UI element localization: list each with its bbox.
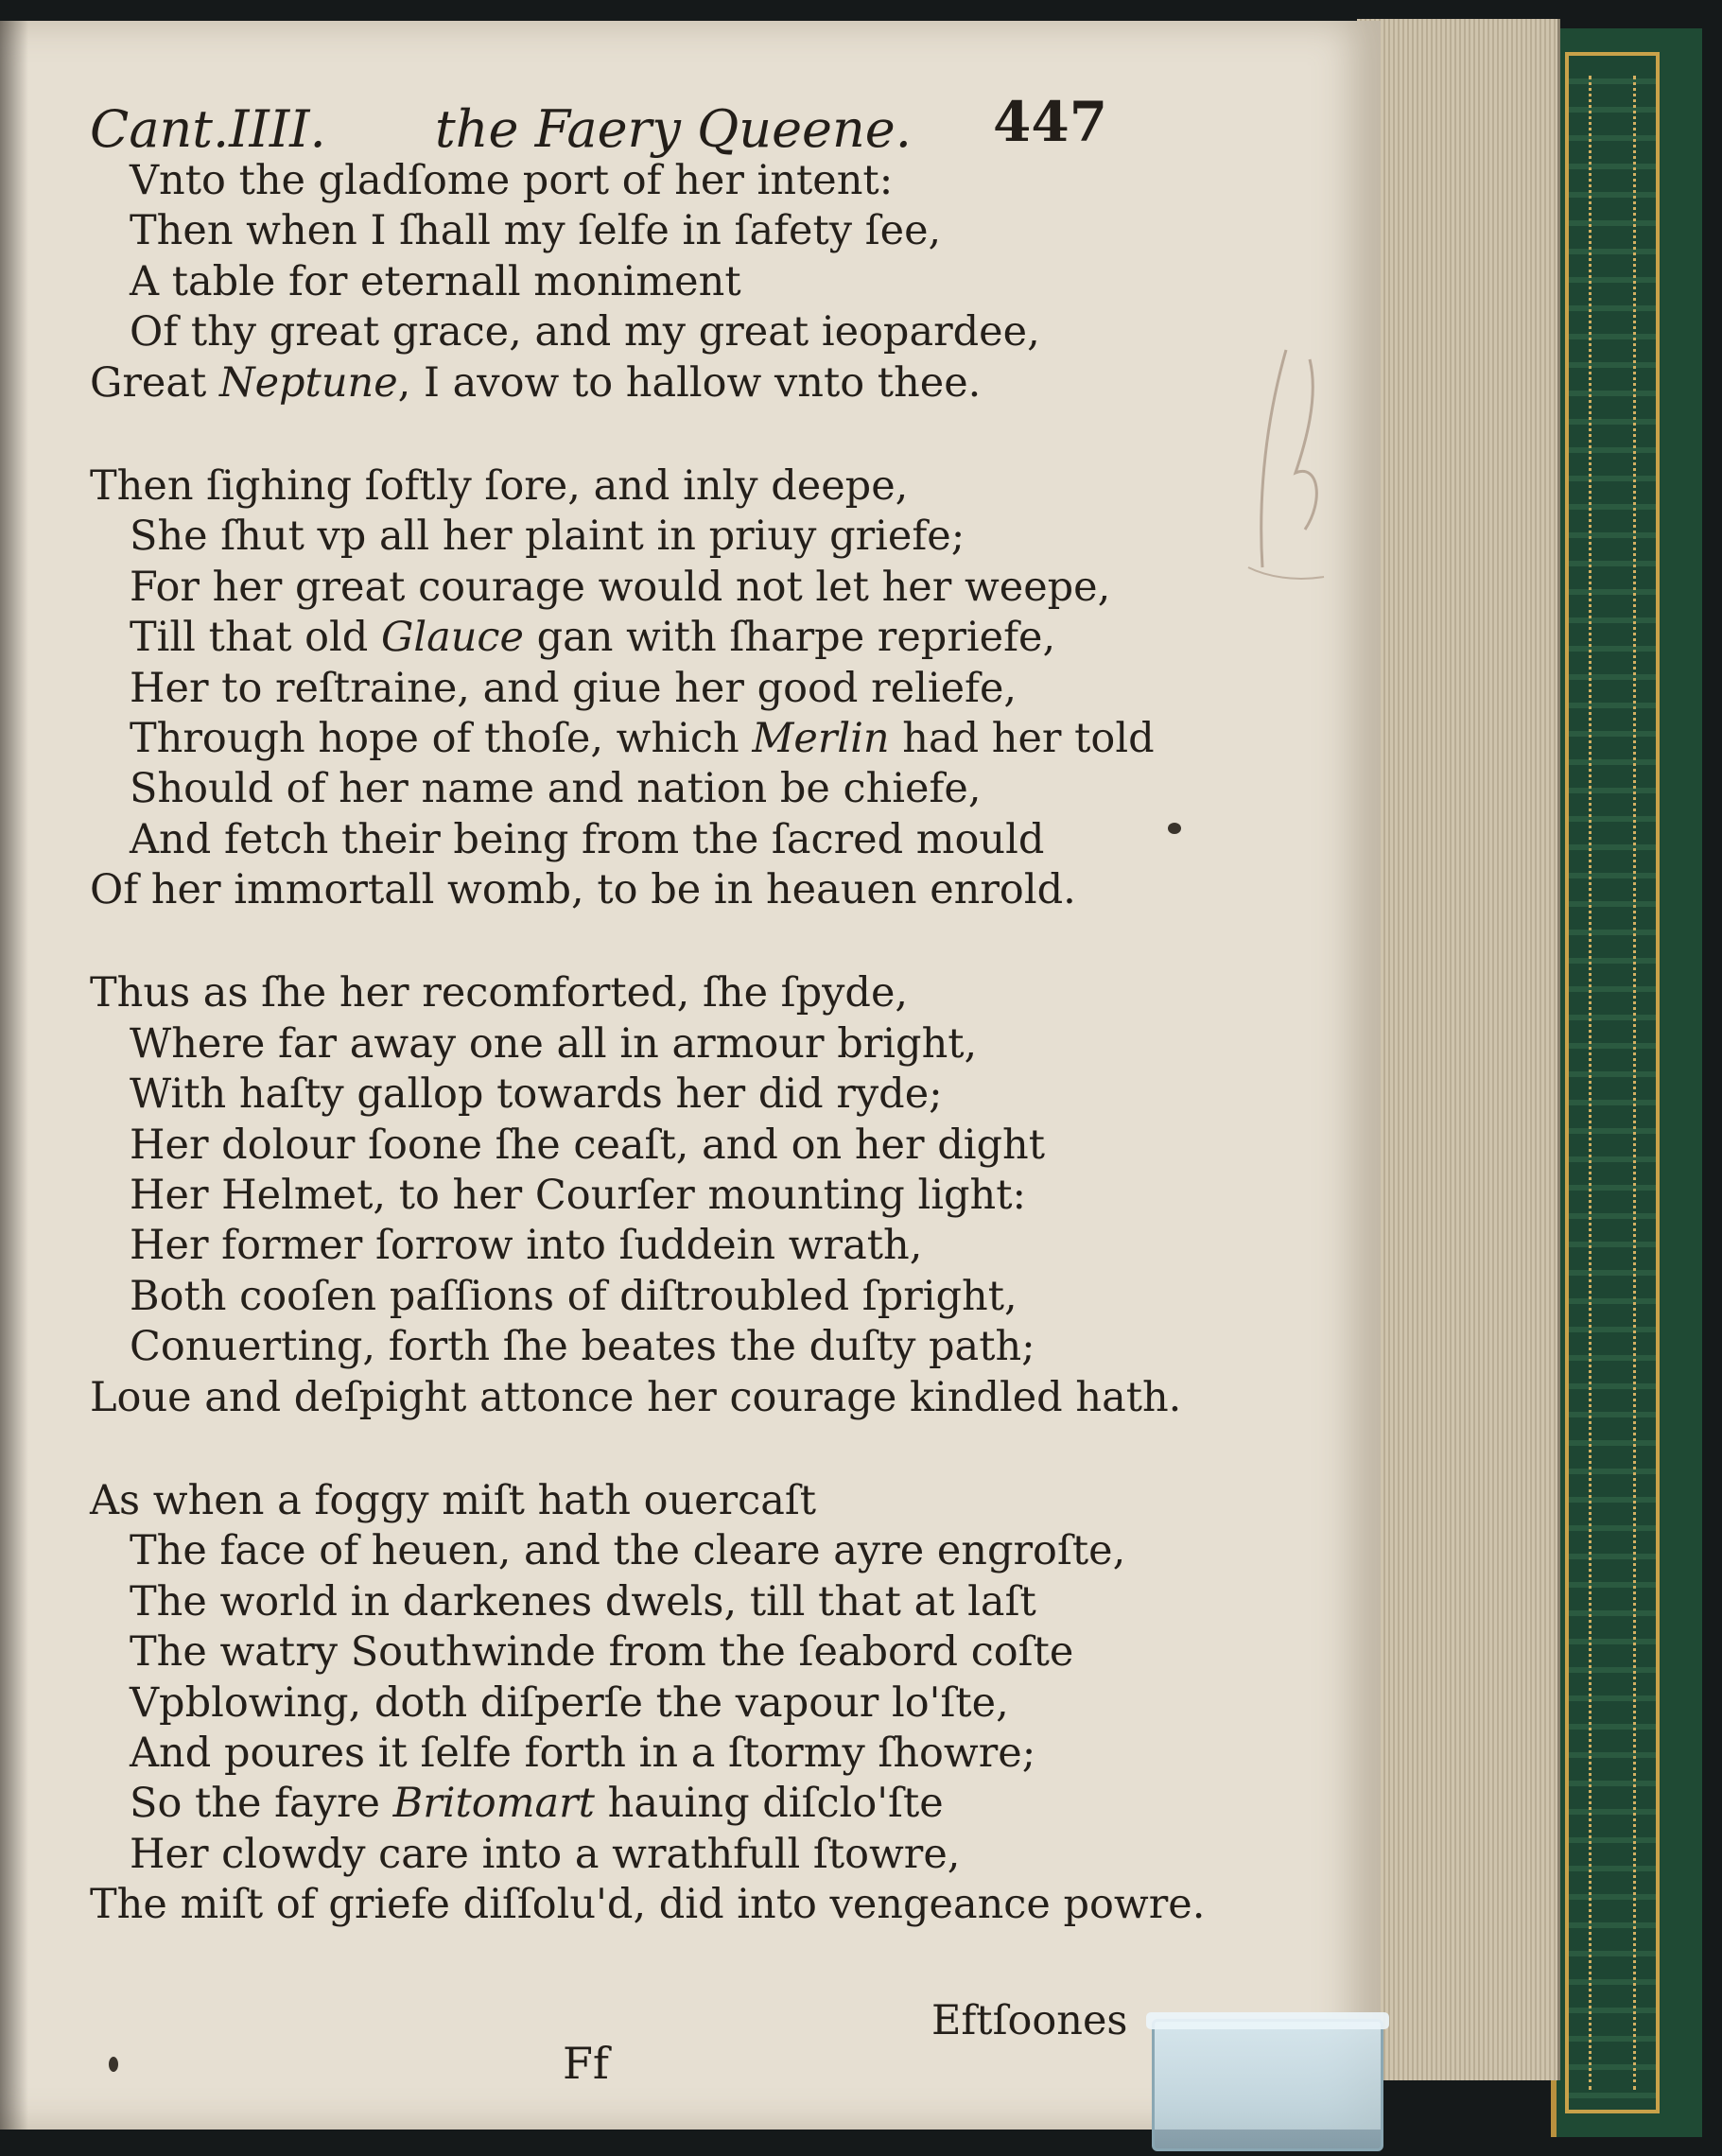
running-title: the Faery Queene. — [435, 99, 912, 159]
verse-line: The world in darkenes dwels, till that at laſt — [130, 1577, 1036, 1626]
verse-line: Her dolour ſoone ſhe ceaſt, and on her dight — [130, 1121, 1045, 1169]
stanza-2 — [90, 461, 1177, 916]
verse-line: Where far away one all in armour bright, — [130, 1019, 978, 1068]
verse-fragment: hauing diſclo'ſte — [594, 1780, 944, 1828]
verse-text — [90, 156, 1206, 1984]
catchword: Eftſoones — [931, 1997, 1128, 2044]
ink-speck — [109, 2057, 118, 2072]
verse-line: Her to reſtraine, and giue her good reliefe, — [130, 664, 1018, 712]
running-head — [90, 90, 1111, 165]
verse-proper-name: Britomart — [392, 1780, 595, 1828]
verse-fragment: Great — [90, 358, 219, 407]
verse-line — [90, 1779, 1177, 1829]
page-number: 447 — [993, 90, 1108, 154]
verse-line: A table for eternall moniment — [130, 257, 741, 305]
verse-line — [90, 714, 1177, 764]
page-holder-clip[interactable] — [1152, 2019, 1383, 2151]
canto-label: Cant.IIII. — [90, 99, 326, 159]
verse-line: And poures it ſelfe forth in a ſtormy ſhowre; — [130, 1729, 1036, 1777]
verse-line: She ſhut vp all her plaint in priuy griefe; — [130, 513, 965, 561]
stanza-1 — [90, 156, 1177, 409]
verse-line: Vpblowing, doth diſperſe the vapour lo'ſte, — [130, 1678, 1009, 1727]
verse-line: Her clowdy care into a wrathfull ſtowre, — [130, 1830, 961, 1878]
gilt-tooling-ornament — [1589, 76, 1636, 2090]
verse-line: Loue and deſpight attonce her courage kindled hath. — [90, 1373, 1182, 1421]
verse-line: The watry Southwinde from the ſeabord coſte — [130, 1628, 1074, 1677]
verse-line: Vnto the gladſome port of her intent: — [130, 157, 894, 204]
page-holder-clip-top — [1146, 2012, 1389, 2029]
verse-line: With haſty gallop towards her did ryde; — [130, 1070, 943, 1119]
verse-fragment: , I avow to hallow vnto thee. — [397, 358, 982, 407]
verse-proper-name: Glauce — [381, 614, 524, 662]
binding-shadow — [0, 21, 28, 2130]
verse-fragment: gan with ſharpe repriefe, — [523, 614, 1056, 662]
page-edges — [1357, 19, 1560, 2080]
verse-fragment: So the fayre — [130, 1780, 393, 1828]
stanza-3 — [90, 968, 1182, 1423]
verse-line: Conuerting, forth ſhe beates the duſty path; — [130, 1323, 1035, 1371]
verse-line: Should of her name and nation be chiefe, — [130, 765, 982, 813]
verse-line: The face of heuen, and the cleare ayre engroſte, — [130, 1527, 1126, 1575]
verse-fragment: Till that old — [130, 614, 381, 662]
stanza-4 — [90, 1476, 1206, 1931]
verse-line: Of thy great grace, and my great ieopardee, — [130, 308, 1040, 356]
signature-mark: Ff — [563, 2038, 609, 2089]
verse-line — [90, 358, 1177, 409]
verse-line: Then when I ſhall my ſelfe in ſafety ſee, — [130, 207, 942, 255]
verse-line: Both cooſen paſſions of diſtroubled ſpright, — [130, 1272, 1018, 1320]
verse-line — [90, 613, 1177, 663]
verse-line: For her great courage would not let her weepe, — [130, 563, 1111, 611]
verse-proper-name: Neptune — [218, 358, 398, 407]
verse-fragment: had her told — [889, 714, 1155, 762]
verse-line: Her Helmet, to her Courſer mounting light: — [130, 1172, 1026, 1220]
ink-speck — [1168, 823, 1181, 834]
verse-line: The miſt of griefe diſſolu'd, did into vengeance powre. — [90, 1881, 1206, 1929]
verse-line: As when a foggy miſt hath ouercaſt — [90, 1476, 817, 1524]
verse-line: And fetch their being from the ſacred mould — [130, 815, 1045, 863]
verse-line: Then ſighing ſoftly ſore, and inly deepe, — [90, 461, 909, 510]
verse-fragment: Through hope of thoſe, which — [130, 714, 753, 762]
verse-line: Thus as ſhe her recomforted, ſhe ſpyde, — [90, 969, 909, 1017]
verse-line: Of her immortall womb, to be in heauen enrold. — [90, 866, 1076, 914]
pencil-marginalia — [1229, 340, 1333, 624]
verse-line: Her former ſorrow into ſuddein wrath, — [130, 1222, 923, 1270]
verse-proper-name: Merlin — [752, 714, 890, 762]
